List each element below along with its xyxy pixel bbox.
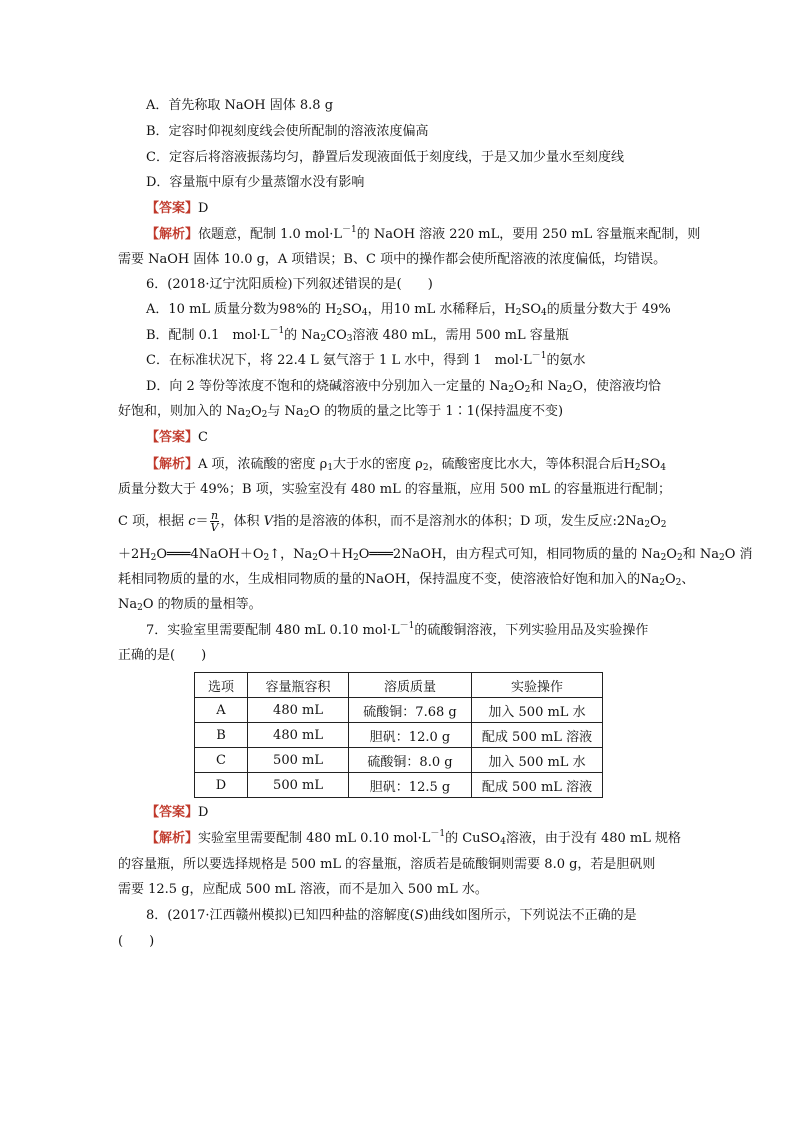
table-cell: 胆矾：12.5 g: [349, 773, 472, 798]
table-cell: 加入 500 mL 水: [472, 748, 603, 773]
q8-stem-line1: 8．(2017·江西赣州模拟)已知四种盐的溶解度(S)曲线如图所示，下列说法不正确的是: [146, 908, 637, 923]
table-cell: A: [195, 698, 248, 723]
q5-answer: 【答案】D: [146, 201, 209, 216]
q6-option-d-line2: 好饱和，则加入的 $Na_2O_2$与 $Na_2O$ 的物质的量之比等于 1∶1(保持温度不变): [118, 404, 564, 420]
table-header: 实验操作: [472, 673, 603, 698]
q6-answer: 【答案】C: [146, 430, 208, 445]
table-cell: B: [195, 723, 248, 748]
q5-option-a: A．首先称取 NaOH 固体 8.8 g: [146, 98, 334, 113]
q5-analysis-line1: 【解析】依题意，配制 1.0 $mol\cdot L^{-1}$的 NaOH 溶液 220 mL，要用 250 mL 容量瓶来配制，则: [146, 225, 701, 242]
q5-option-b: B．定容时仰视刻度线会使所配制的溶液浓度偏高: [146, 124, 429, 139]
table-row: [195, 748, 603, 773]
q5-analysis-line2: 需要 NaOH 固体 10.0 g，A 项错误；B、C 项中的操作都会使所配溶液的浓度偏低，均错误。: [118, 252, 667, 267]
q8-stem-line2: ( ): [118, 934, 155, 949]
q7-stem-line1: 7．实验室里需要配制 480 mL 0.10 $mol\cdot L^{-1}$的硫酸铜溶液，下列实验用品及实验操作: [146, 621, 649, 638]
q6-analysis-line2: 质量分数大于 49%；B 项，实验室没有 480 mL 的容量瓶，应用 500 mL 的容量瓶进行配制；: [118, 482, 672, 497]
q7-analysis-line1: 【解析】实验室里需要配制 480 mL 0.10 $mol\cdot L^{-1}$的 CuSO$_4$溶液，由于没有 480 mL 规格: [146, 829, 681, 847]
analysis-tag: 【解析】: [146, 227, 199, 242]
q5-option-c: C．定容后将溶液振荡均匀，静置后发现液面低于刻度线，于是又加少量水至刻度线: [146, 150, 624, 165]
q7-analysis-line2: 的容量瓶，所以要选择规格是 500 mL 的容量瓶，溶质若是硫酸铜则需要 8.0 g，若是胆矾则: [118, 857, 656, 872]
analysis-tag: 【解析】: [146, 457, 199, 472]
q6-stem: 6．(2018·辽宁沈阳质检)下列叙述错误的是( ): [146, 277, 433, 292]
table-cell: 480 mL: [248, 698, 349, 723]
q6-option-c: C．在标准状况下，将 22.4 L 氨气溶于 1 L 水中，得到 1 $mol\cdot L^{-1}$的氨水: [146, 351, 586, 368]
answer-tag: 【答案】: [146, 430, 199, 445]
q7-options-table: [194, 672, 603, 798]
answer-tag: 【答案】: [146, 805, 199, 820]
q6-option-b: B．配制 0.1 $mol\cdot L^{-1}$的 $Na_2CO_3$溶液 480 mL，需用 500 mL 容量瓶: [146, 326, 569, 344]
table-cell: D: [195, 773, 248, 798]
table-row: [195, 698, 603, 723]
table-cell: 配成 500 mL 溶液: [472, 773, 603, 798]
table-header-row: [195, 673, 603, 698]
analysis-tag: 【解析】: [146, 831, 199, 846]
q6-analysis-line3: C 项，根据 c＝ $\frac{n}{V}$ ，体积 V指的是溶液的体积，而不是溶剂水的体积；D 项，发生反应$:2Na_2O_2$: [118, 509, 667, 534]
table-header: 选项: [195, 673, 248, 698]
q7-analysis-line3: 需要 12.5 g，应配成 500 mL 溶液，而不是加入 500 mL 水。: [118, 882, 488, 897]
table-row: [195, 723, 603, 748]
table-header: 容量瓶容积: [248, 673, 349, 698]
table-cell: C: [195, 748, 248, 773]
q5-option-d: D．容量瓶中原有少量蒸馏水没有影响: [146, 175, 365, 190]
q6-option-d-line1: D．向 2 等份等浓度不饱和的烧碱溶液中分别加入一定量的 $Na_2O_2$和 $Na_2O$，使溶液均恰: [146, 379, 662, 395]
table-cell: 500 mL: [248, 773, 349, 798]
q7-answer: 【答案】D: [146, 805, 209, 820]
table-cell: 500 mL: [248, 748, 349, 773]
q7-stem-line2: 正确的是( ): [118, 648, 207, 663]
q6-analysis-line4: $+2H_2O═══4NaOH+O_2↑$，$Na_2O+H_2O═══2NaOH$，由方程式可知，相同物质的量的 $Na_2O_2$和 $Na_2O$ 消: [118, 547, 753, 563]
fraction-n-over-v: $\frac{n}{V}$: [210, 509, 219, 534]
table-cell: 硫酸铜：8.0 g: [349, 748, 472, 773]
q6-analysis-line6: $Na_2O$ 的物质的量相等。: [118, 597, 262, 613]
table-header: 溶质质量: [349, 673, 472, 698]
q6-analysis-line5: 耗相同物质的量的水，生成相同物质的量的NaOH，保持温度不变，使溶液恰好饱和加入的$Na_2O_2$、: [118, 572, 695, 588]
q6-option-a: A．10 mL 质量分数为98%的 $H_2SO_4$，用10 mL 水稀释后，$H_2SO_4$的质量分数大于 49%: [146, 302, 671, 318]
answer-tag: 【答案】: [146, 201, 199, 216]
table-cell: 配成 500 mL 溶液: [472, 723, 603, 748]
table-cell: 胆矾：12.0 g: [349, 723, 472, 748]
table-cell: 加入 500 mL 水: [472, 698, 603, 723]
table-row: [195, 773, 603, 798]
table-cell: 硫酸铜：7.68 g: [349, 698, 472, 723]
q6-analysis-line1: 【解析】A 项，浓硫酸的密度 $\rho_1$大于水的密度 $\rho_2$，硫酸密度比水大，等体积混合后$H_2SO_4$: [146, 457, 666, 473]
table-cell: 480 mL: [248, 723, 349, 748]
